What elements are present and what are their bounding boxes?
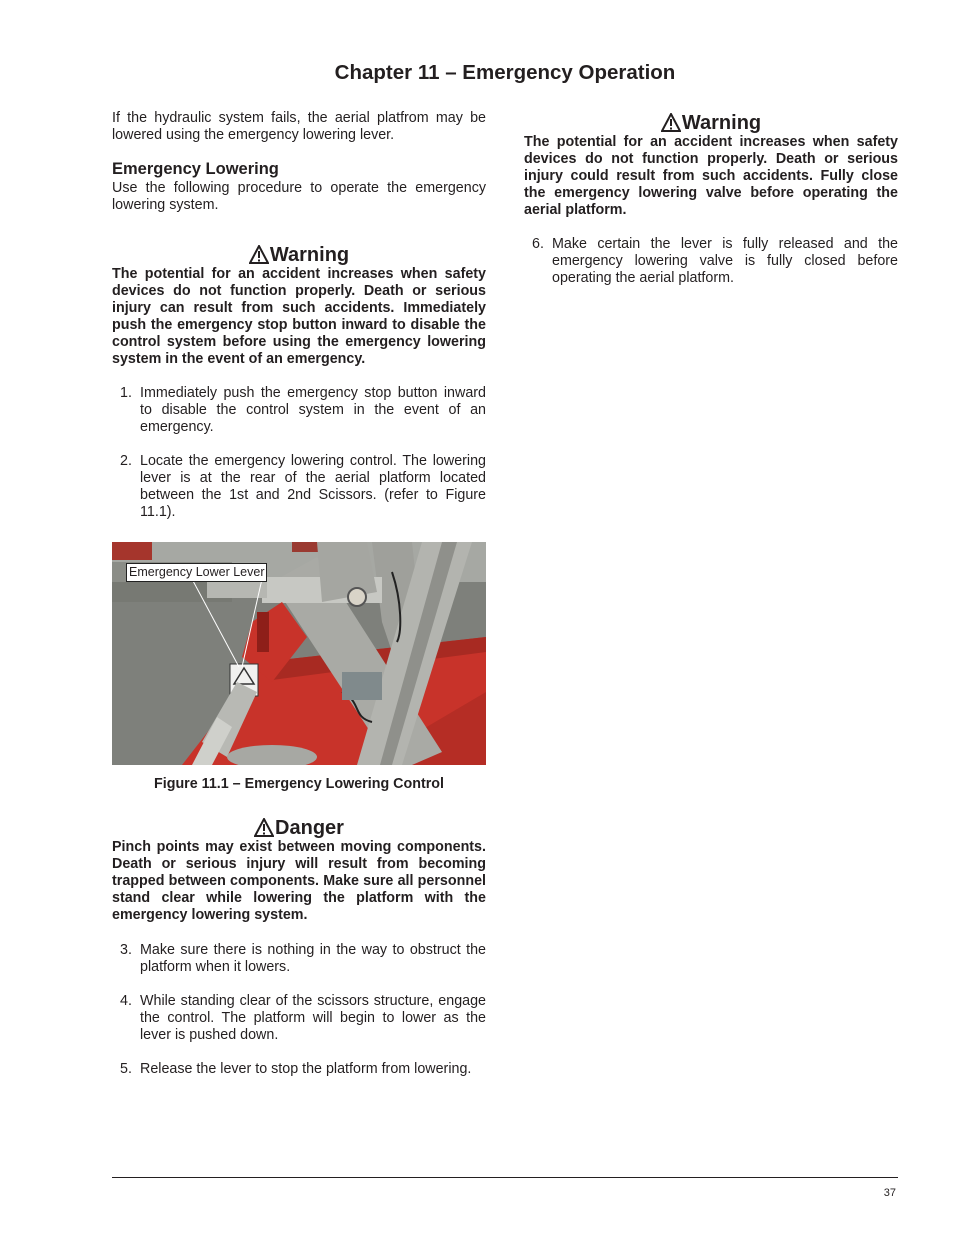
step-text: Immediately push the emergency stop button inward to disable the control system in the event of an emergency.	[140, 385, 486, 435]
step-item	[112, 453, 486, 521]
warning-heading	[112, 244, 486, 266]
figure-emergency-lowering-control	[112, 542, 486, 765]
section-heading: Emergency Lowering	[112, 160, 279, 178]
warning-triangle-icon	[254, 818, 274, 837]
page-number: 37	[883, 1187, 896, 1199]
intro-paragraph: If the hydraulic system fails, the aerial platfrom may be lowered using the emergency lowering lever.	[112, 110, 486, 143]
figure-callout-label: Emergency Lower Lever	[126, 563, 267, 582]
warning-heading	[524, 112, 898, 134]
danger-heading	[112, 817, 486, 839]
step-text: Release the lever to stop the platform from lowering.	[140, 1061, 472, 1077]
step-text: Make sure there is nothing in the way to obstruct the platform when it lowers.	[140, 942, 486, 975]
step-item	[112, 385, 486, 436]
step-item	[112, 1061, 486, 1078]
left-column	[112, 110, 486, 1078]
footer-rule	[112, 1177, 898, 1178]
warning-triangle-icon	[249, 245, 269, 264]
warning-heading-text: Warning	[681, 112, 762, 134]
step-item	[524, 236, 898, 287]
warning-body: The potential for an accident increases when safety devices do not function properly. Death or serious injury could result from such accidents. Fully close the emergency lowering valve before operating the aerial platform.	[524, 134, 898, 218]
step-number: 3.	[120, 942, 132, 958]
danger-body: Pinch points may exist between moving components. Death or serious injury will result from becoming trapped between components. Make sure all personnel stand clear while lowering the platform with the emergency lowering system.	[112, 839, 486, 923]
danger-heading-text: Danger	[275, 817, 344, 839]
step-text: Locate the emergency lowering control. The lowering lever is at the rear of the aerial platform located between the 1st and 2nd Scissors. (refer to Figure 11.1).	[140, 453, 486, 520]
warning-triangle-icon	[661, 113, 681, 132]
step-number: 2.	[120, 453, 132, 469]
chapter-title: Chapter 11 – Emergency Operation	[334, 61, 676, 84]
steps-list-c	[524, 236, 898, 287]
steps-list-b	[112, 942, 486, 1078]
step-text: While standing clear of the scissors structure, engage the control. The platform will begin to lower as the lever is pushed down.	[140, 993, 486, 1043]
warning-heading-text: Warning	[269, 244, 350, 266]
step-number: 4.	[120, 993, 132, 1009]
step-number: 6.	[532, 236, 544, 252]
steps-list-a	[112, 385, 486, 521]
step-number: 1.	[120, 385, 132, 401]
step-text: Make certain the lever is fully released and the emergency lowering valve is fully closed before operating the aerial platform.	[552, 236, 898, 286]
warning-body: The potential for an accident increases when safety devices do not function properly. Death or serious injury can result from such accidents. Immediately push the emergency stop button inward to disable the control system before using the emergency lowering system in the event of an emergency.	[112, 266, 486, 367]
step-number: 5.	[120, 1061, 132, 1077]
section-paragraph: Use the following procedure to operate the emergency lowering system.	[112, 180, 486, 213]
step-item	[112, 993, 486, 1044]
right-column	[524, 112, 898, 287]
figure-caption: Figure 11.1 – Emergency Lowering Control	[154, 776, 444, 792]
step-item	[112, 942, 486, 976]
